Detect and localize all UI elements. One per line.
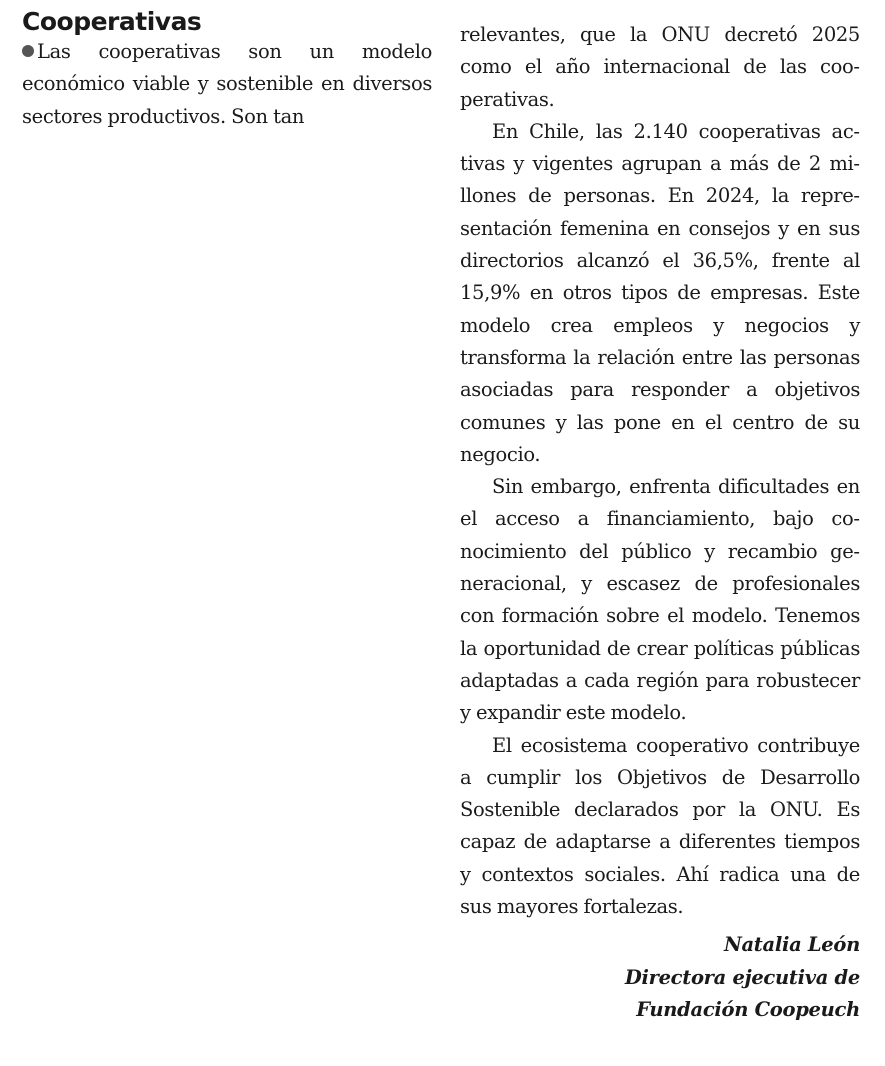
author-organization: Fundación Coopeuch: [636, 997, 860, 1021]
article-paragraph-4: El ecosistema cooperativo contribuye a cumplir los Objetivos de Desarrollo Sostenible declarados por la ONU. Es capaz de adaptarse a diferentes tiempos y contextos sociales. Ahí radica una de sus mayores fortalezas.: [460, 733, 860, 919]
author-name: Natalia León: [723, 933, 860, 957]
author-role: Directora ejecutiva de: [624, 965, 860, 989]
article-paragraph-3: Sin embargo, enfrenta dificultades en el acceso a financiamiento, bajo conocimiento del público y recambio generacional, y escasez de profesionales con formación sobre el modelo. Tenemos la oportunidad de crear políticas públicas adaptadas a cada región para robustecer y expandir este modelo.: [460, 475, 860, 725]
article-paragraph-1: [22, 36, 432, 133]
author-signature: [460, 929, 860, 1026]
article-paragraph-1-start: Las cooperativas son un modelo económico viable y sostenible en diversos sectores productivos. Son tan: [22, 40, 432, 128]
article-paragraph-1-end: relevantes, que la ONU decretó 2025 como el año internacional de las cooperativas.: [460, 23, 860, 111]
article-paragraph-1-continued: [460, 19, 860, 116]
bullet-dot-icon: [22, 45, 34, 57]
article-column-right: [460, 19, 860, 1026]
article-column-left: [22, 6, 432, 133]
article-title: Cooperativas: [22, 7, 202, 36]
article-paragraph-2: En Chile, las 2.140 cooperativas activas y vigentes agrupan a más de 2 millones de personas. En 2024, la representación femenina en consejos y en sus directorios alcanzó el 36,5%, frente al 15,9% en otros tipos de empresas. Este modelo crea empleos y negocios y transforma la relación entre las personas asociadas para responder a objetivos comunes y las pone en el centro de su negocio.: [460, 119, 860, 466]
